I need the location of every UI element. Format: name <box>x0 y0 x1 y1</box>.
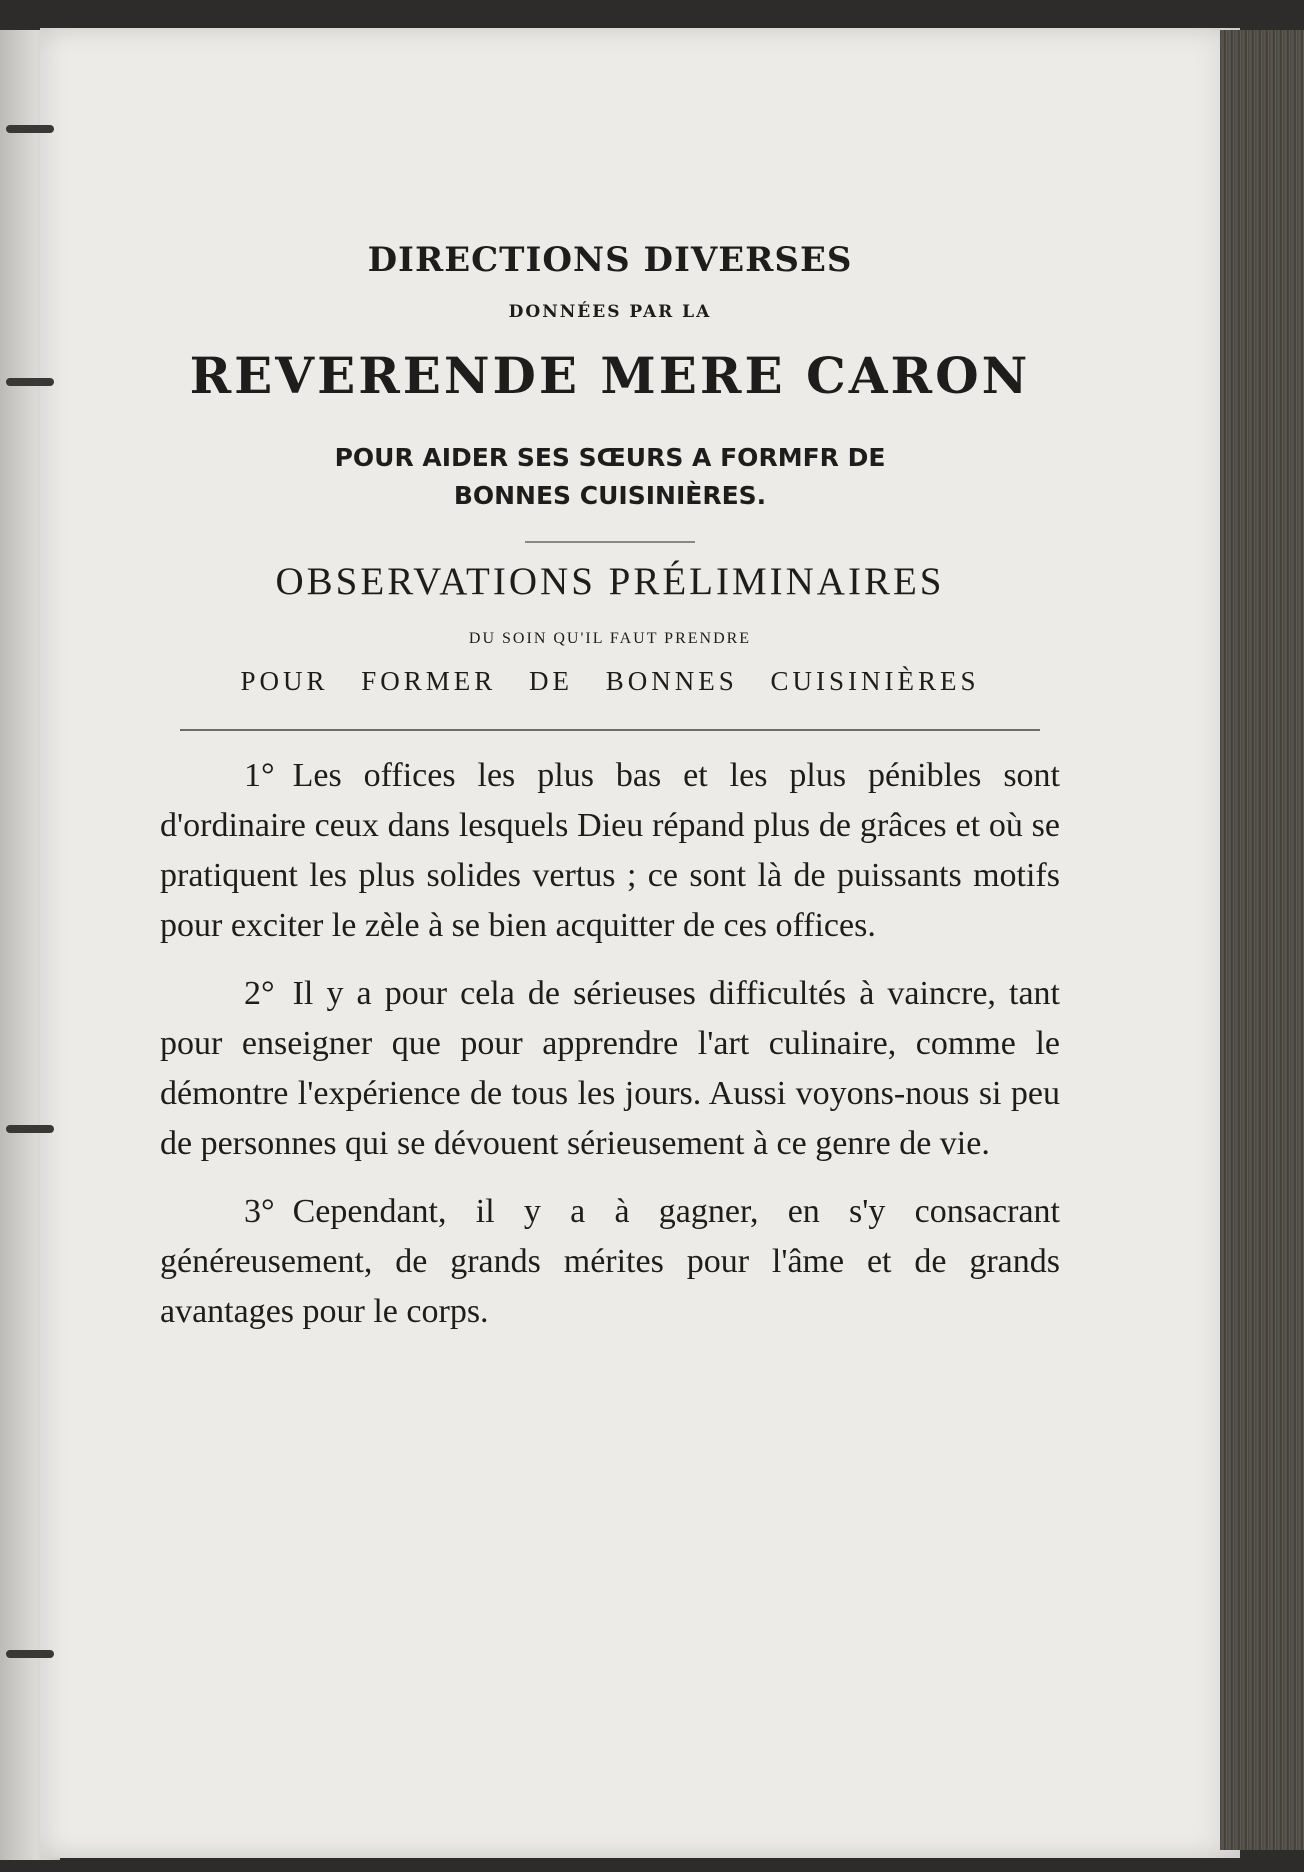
divider <box>180 729 1040 731</box>
purpose-line: POUR AIDER SES SŒURS A FORMFR DE <box>334 443 886 472</box>
section-title: OBSERVATIONS PRÉLIMINAIRES <box>275 560 945 603</box>
paragraph-number: 2° <box>244 975 275 1012</box>
section-subtitle-2: POUR FORMER DE BONNES CUISINIÈRES <box>240 666 980 696</box>
page-content <box>150 180 1070 1355</box>
section-subtitle: DU SOIN QU'IL FAUT PRENDRE <box>468 630 752 647</box>
paragraph <box>160 969 1060 1169</box>
divider <box>525 541 695 543</box>
paragraph <box>160 751 1060 951</box>
purpose-statement <box>150 439 1070 515</box>
paragraph-text: Cependant, il y a à gagner, en s'y consacrant généreusement, de grands mérites pour l'âme et de grands avantages pour le corps. <box>160 1193 1060 1330</box>
binding-mark <box>6 1650 54 1658</box>
paragraph-text: Les offices les plus bas et les plus pénibles sont d'ordinaire ceux dans lesquels Dieu répand plus de grâces et où se pratiquent les plus solides vertus ; ce sont là de puissants motifs pour exciter le zèle à se bien acquitter de ces offices. <box>160 757 1060 944</box>
binding-mark <box>6 125 54 133</box>
paragraph <box>160 1187 1060 1337</box>
author-name: REVERENDE MERE CARON <box>189 346 1031 405</box>
by-line: DONNÉES PAR LA <box>508 302 712 322</box>
paragraph-number: 1° <box>244 757 275 794</box>
document-title: DIRECTIONS DIVERSES <box>367 240 853 280</box>
paragraph-text: Il y a pour cela de sérieuses difficultés à vaincre, tant pour enseigner que pour apprendre l'art culinaire, comme le démontre l'expérience de tous les jours. Aussi voyons-nous si peu de personnes qui se dévouent sérieusement à ce genre de vie. <box>160 975 1060 1162</box>
binding-mark <box>6 1125 54 1133</box>
purpose-line: BONNES CUISINIÈRES. <box>453 481 767 510</box>
binding-mark <box>6 378 54 386</box>
page-stack-edge <box>1220 30 1304 1850</box>
paragraph-number: 3° <box>244 1193 275 1230</box>
body-text <box>150 751 1070 1337</box>
